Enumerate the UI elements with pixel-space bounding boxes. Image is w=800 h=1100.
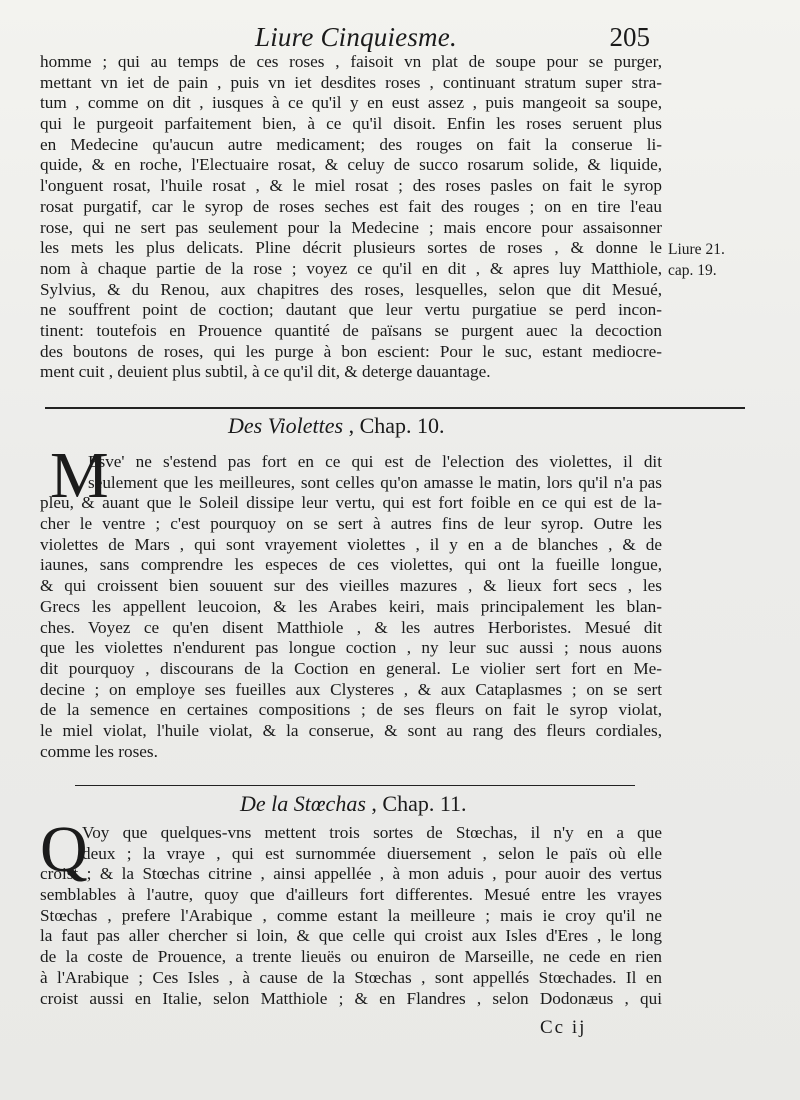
page-header (0, 16, 800, 54)
text-line: tinent: toutefois en Prouence quantité de païsans se purgent auec la decoction (40, 320, 662, 340)
text-line: cher le ventre ; c'est pourquoy on se sert à autres fins de leur syrop. Outre les (40, 514, 662, 534)
stoechas-text (40, 823, 662, 1009)
text-line: Grecs les appellent leucoion, & les Arabes keiri, mais principalement les blan- (40, 596, 662, 616)
text-line: ne souffrent point de coction; dautant que leur vertu purgatiue se perd incon- (40, 300, 662, 320)
text-line: iaunes, sans comprendre les especes de ces violettes, qui ont la fueille longue, (40, 555, 662, 575)
text-line: Stœchas , prefere l'Arabique , comme estant la meilleure ; mais ie croy qu'il ne (40, 905, 662, 925)
margin-note-chapter: cap. 19. (668, 261, 717, 279)
drop-cap-q: Q (40, 813, 88, 886)
section-divider (75, 785, 635, 786)
text-line: dit pourquoy , discourans de la Coction en general. Le violier sert fort en Me- (40, 658, 662, 678)
text-line: mettant vn iet de pain , puis vn iet desdites roses , continuant stratum super stra- (40, 72, 662, 92)
text-line: l'onguent rosat, l'huile rosat , & le miel rosat ; des roses pasles on fait le syrop (40, 176, 662, 196)
text-line: ment cuit , deuient plus subtil, à ce qu'il dit, & deterge dauantage. (40, 362, 491, 382)
text-line: que les violettes n'endurent pas longue coction , ny leur suc aussi ; nous auons (40, 638, 662, 658)
chapter-10-name: Des Violettes (228, 413, 344, 438)
text-line: le miel violat, l'huile violat, & la conserue, & sont au rang des fleurs cordiales, (40, 720, 662, 740)
page-number: 205 (609, 22, 650, 52)
text-line: tum , comme on dit , iusques à ce qu'il y en eust assez , puis mangeoit sa soupe, (40, 93, 662, 113)
text-line: qui le purgeoit parfaitement bien, à ce qu'il disoit. Enfin les roses seruent plus (40, 114, 662, 134)
chapter-10-label: , Chap. 10. (348, 413, 445, 438)
text-line: rosat purgatif, car le syrop de roses seches est fait des rouges ; on en tire l'eau (40, 196, 662, 216)
text-line: croist aussi en Italie, selon Matthiole ; & en Flandres , selon Dodonæus , qui (40, 988, 662, 1008)
text-line: Esve' ne s'estend pas fort en ce qui est de l'election des violettes, il dit (88, 452, 662, 471)
text-line: & qui croissent bien souuent sur des vieilles mazures , & lieux fort secs , les (40, 576, 662, 596)
roses-continuation-text (40, 52, 662, 383)
text-line: rose, qui ne sert pas seulement pour la Medecine ; mais encore pour assaisonner (40, 217, 662, 237)
chapter-11-heading (240, 791, 467, 817)
text-line: croist ; & la Stœchas citrine , ainsi appellée , à mon aduis , pour auoir des vertus (40, 864, 662, 884)
text-line: nom à chaque partie de la rose ; voyez ce qu'il en dit , & apres luy Matthiole, (40, 258, 662, 278)
text-line: les mets les plus delicats. Pline décrit plusieurs sortes de roses , & donne le (40, 238, 662, 258)
text-line: de la semence en certaines compositions ; de ses fleurs on fait le syrop violat, (40, 700, 662, 720)
text-line: quide, & en roche, l'Electuaire rosat, & celuy de succo rosarum solide, & liquide, (40, 155, 662, 175)
signature-mark: Cc ij (540, 1017, 587, 1038)
text-line: comme les roses. (40, 741, 158, 761)
text-line: ches. Voyez ce qu'en disent Matthiole , & les autres Herboristes. Mesué dit (40, 617, 662, 637)
text-line: de la coste de Prouence, a trente lieuës ou enuiron de Marseille, ne cede en rien (40, 947, 662, 967)
text-line: decine ; on employe ses fueilles aux Clysteres , & aux Cataplasmes ; on se sert (40, 679, 662, 699)
text-line: Voy que quelques-vns mettent trois sortes de Stœchas, il n'y en a que (82, 823, 662, 842)
text-line: deux ; la vraye , qui est surnommée diuersement , selon le païs où elle (82, 843, 662, 863)
margin-note (668, 240, 728, 281)
text-line: des boutons de roses, qui les purge à bon escient: Pour le suc, estant mediocre- (40, 341, 662, 361)
violettes-text (40, 452, 662, 762)
text-line: semblables à l'autre, quoy que d'ailleurs fort differentes. Mesué entre les vrayes (40, 885, 662, 905)
drop-cap-m: M (50, 439, 109, 512)
text-line: violettes de Mars , qui sont vrayement violettes , il y en a de blanches , & de (40, 534, 662, 554)
text-line: à l'Arabique ; Ces Isles , à cause de la Stœchas , sont appellés Stœchades. Il en (40, 967, 662, 987)
section-divider (45, 407, 745, 409)
text-line: en Medecine qu'aucun autre medicament; des rouges on fait la conserue li- (40, 134, 662, 154)
running-title: Liure Cinquiesme. (255, 22, 457, 52)
chapter-11-name: De la Stœchas (240, 791, 366, 816)
text-line: seulement que les meilleures, sont celles qu'on amasse le matin, lors qu'il n'a pas (88, 472, 662, 492)
chapter-11-label: , Chap. 11. (371, 791, 467, 816)
text-line: la faut pas aller chercher si loin, & que celle qui croist aux Isles d'Eres , le long (40, 926, 662, 946)
text-line: pleu, & auant que le Soleil dissipe leur vertu, qui est fort foible en ce qui est de la- (40, 493, 662, 513)
text-line: Sylvius, & du Renou, aux chapitres des roses, lesquelles, selon que dit Mesué, (40, 279, 662, 299)
chapter-10-heading (228, 413, 445, 439)
margin-note-book: Liure 21. (668, 241, 725, 258)
text-line: homme ; qui au temps de ces roses , faisoit vn plat de soupe pour se purger, (40, 52, 662, 71)
